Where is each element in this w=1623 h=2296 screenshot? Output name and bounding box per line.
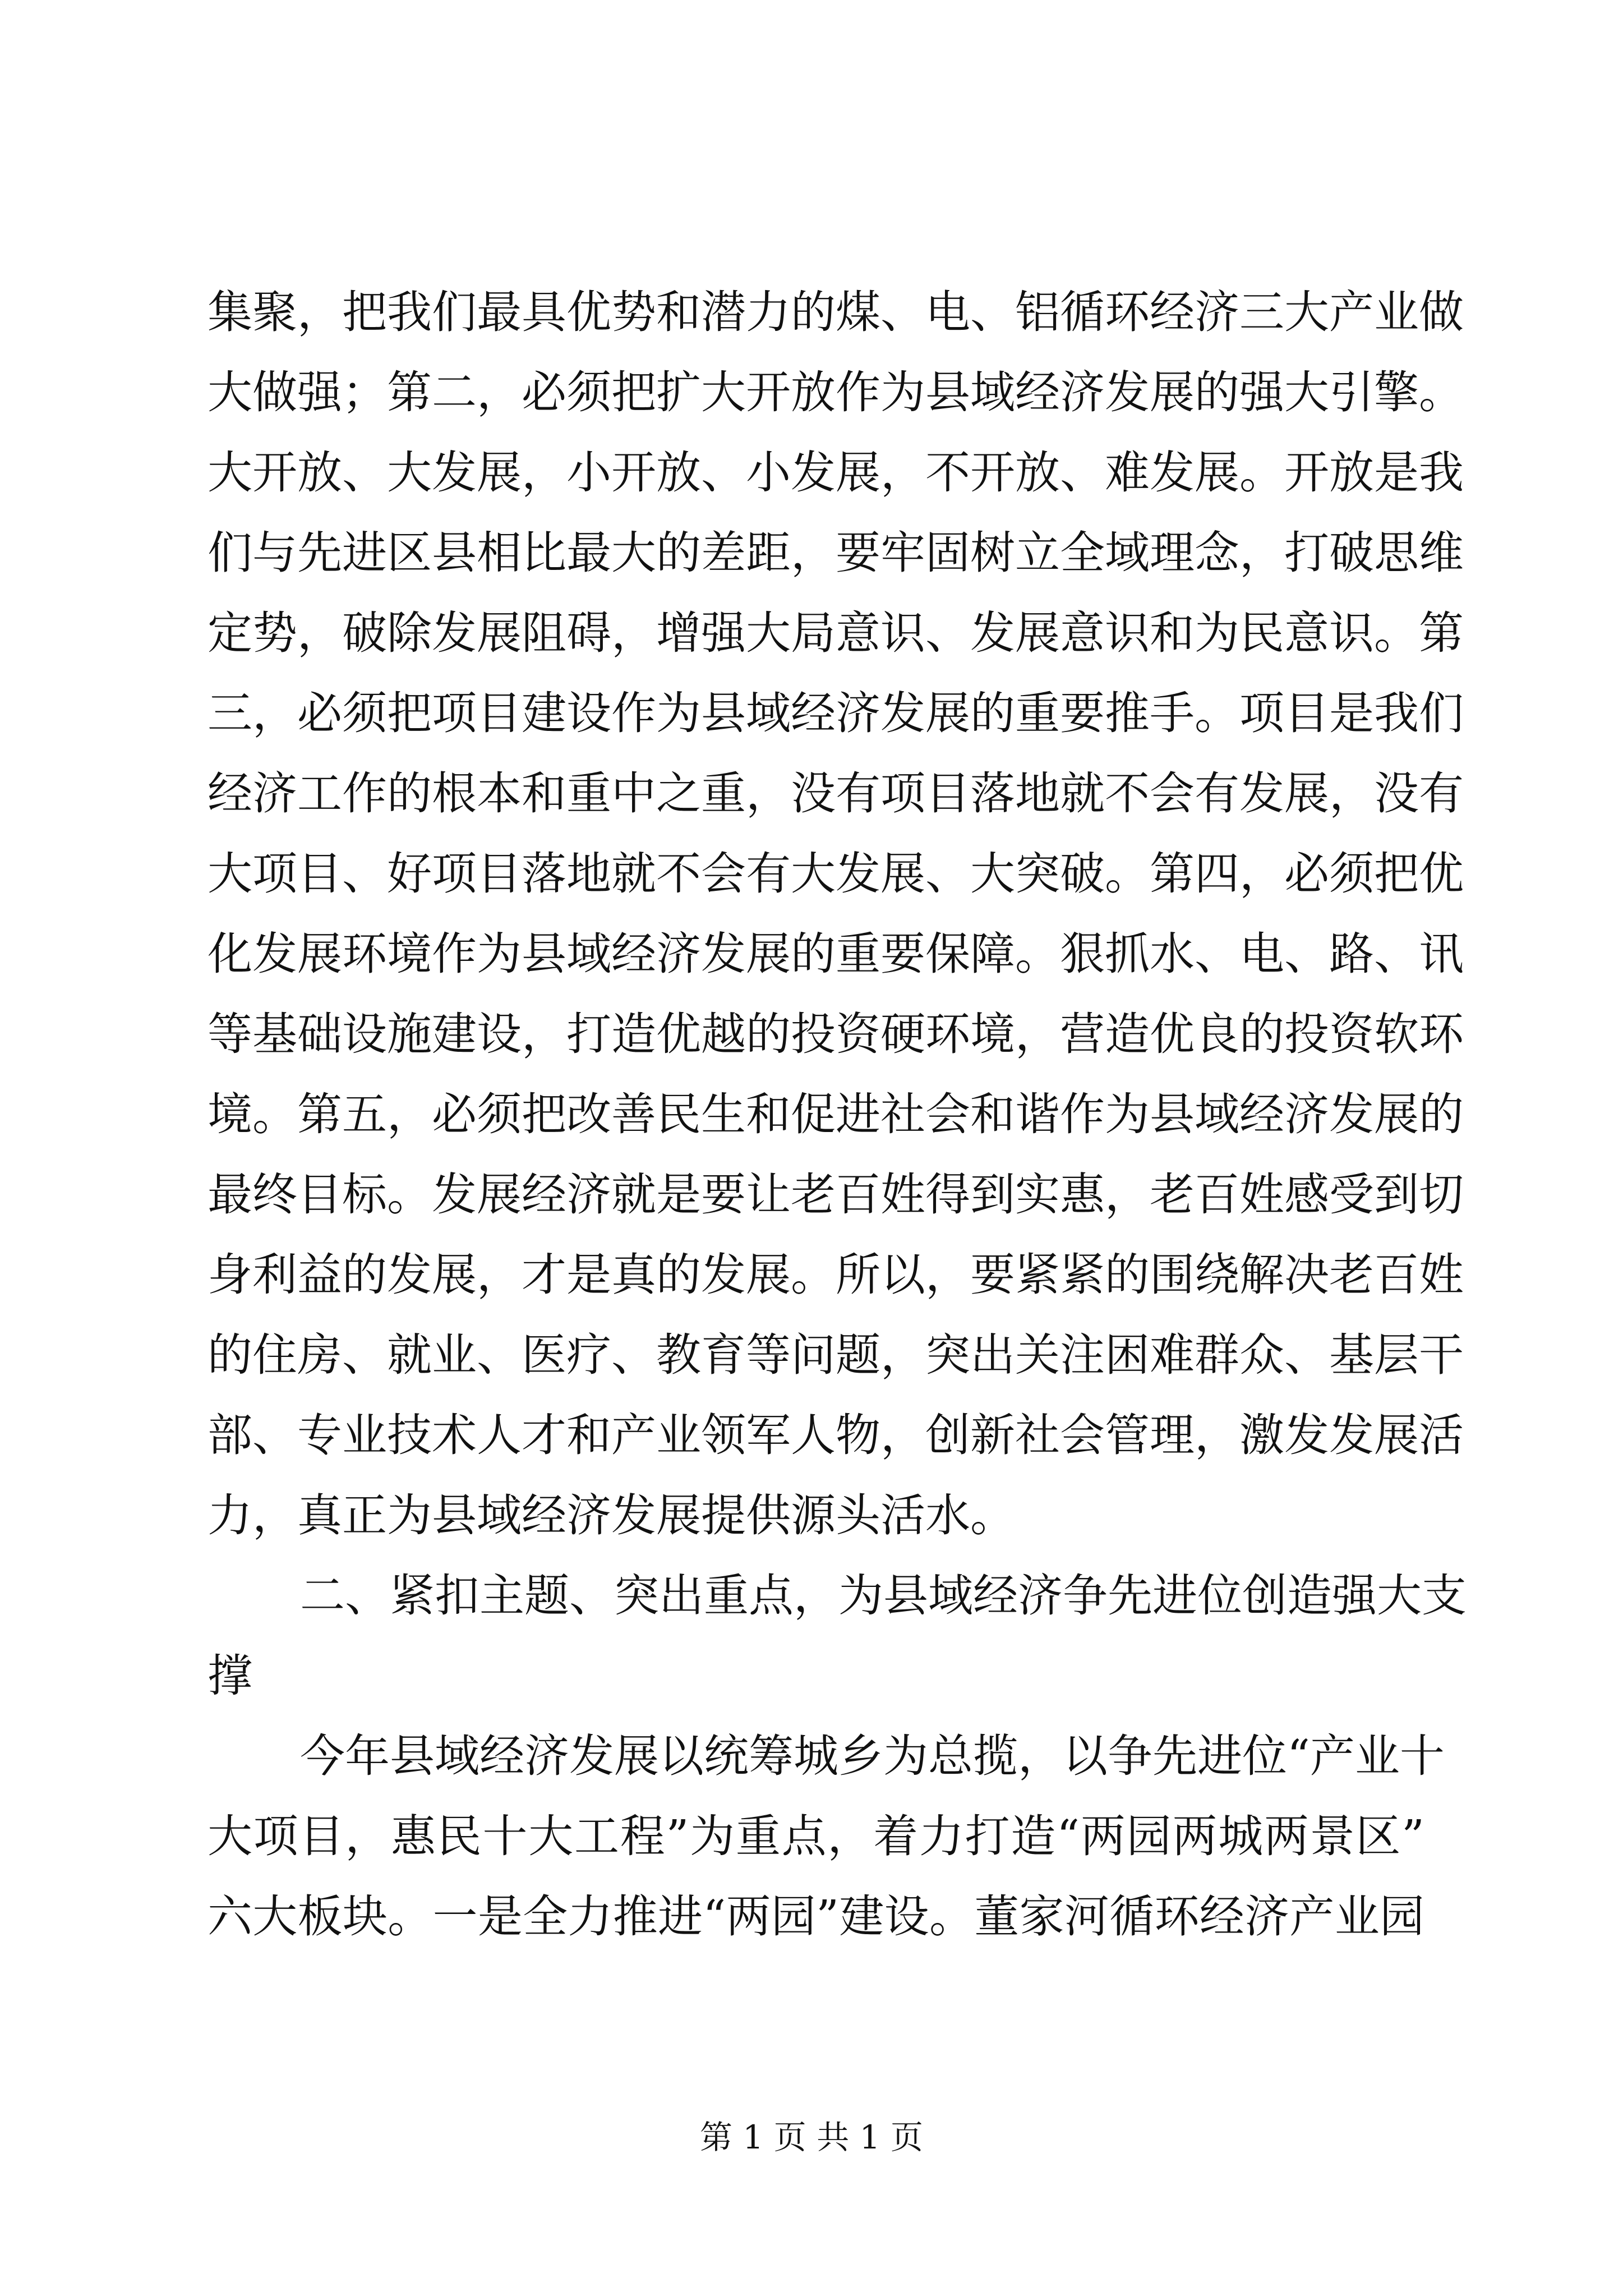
- text-line: 力，真正为县域经济发展提供源头活水。: [208, 1489, 1015, 1542]
- text-line: 们与先进区县相比最大的差距，要牢固树立全域理念，打破思维: [208, 527, 1464, 579]
- text-line: 三，必须把项目建设作为县域经济发展的重要推手。项目是我们: [208, 687, 1464, 739]
- page-number-footer: 第 1 页 共 1 页: [700, 2118, 923, 2156]
- document-body: [208, 272, 1467, 1957]
- text-line: 身利益的发展，才是真的发展。所以，要紧紧的围绕解决老百姓: [208, 1249, 1464, 1301]
- text-line: 集聚，把我们最具优势和潜力的煤、电、铝循环经济三大产业做: [208, 286, 1464, 338]
- text-line: 今年县域经济发展以统筹城乡为总揽，以争先进位“产业十: [300, 1730, 1445, 1782]
- text-line: 化发展环境作为县域经济发展的重要保障。狠抓水、电、路、讯: [208, 928, 1464, 980]
- text-line: 大开放、大发展，小开放、小发展，不开放、难发展。开放是我: [208, 447, 1464, 499]
- section-heading-line: 二、紧扣主题、突出重点，为县域经济争先进位创造强大支: [300, 1570, 1467, 1622]
- text-line: 定势，破除发展阻碍，增强大局意识、发展意识和为民意识。第: [208, 607, 1464, 659]
- text-line: 大项目、好项目落地就不会有大发展、大突破。第四，必须把优: [208, 848, 1464, 900]
- text-line: 大做强；第二，必须把扩大开放作为县域经济发展的强大引擎。: [208, 366, 1464, 418]
- text-line: 等基础设施建设，打造优越的投资硬环境，营造优良的投资软环: [208, 1008, 1464, 1060]
- text-line: 部、专业技术人才和产业领军人物，创新社会管理，激发发展活: [208, 1409, 1464, 1461]
- text-line: 的住房、就业、医疗、教育等问题，突出关注困难群众、基层干: [208, 1329, 1464, 1381]
- section-heading-line: 撑: [208, 1650, 252, 1702]
- text-line: 经济工作的根本和重中之重，没有项目落地就不会有发展，没有: [208, 767, 1464, 820]
- text-line: 六大板块。一是全力推进“两园”建设。董家河循环经济产业园: [208, 1890, 1424, 1943]
- text-line: 最终目标。发展经济就是要让老百姓得到实惠，老百姓感受到切: [208, 1168, 1464, 1221]
- text-line: 大项目，惠民十大工程”为重点，着力打造“两园两城两景区”: [208, 1810, 1424, 1862]
- text-line: 境。第五，必须把改善民生和促进社会和谐作为县域经济发展的: [208, 1088, 1464, 1140]
